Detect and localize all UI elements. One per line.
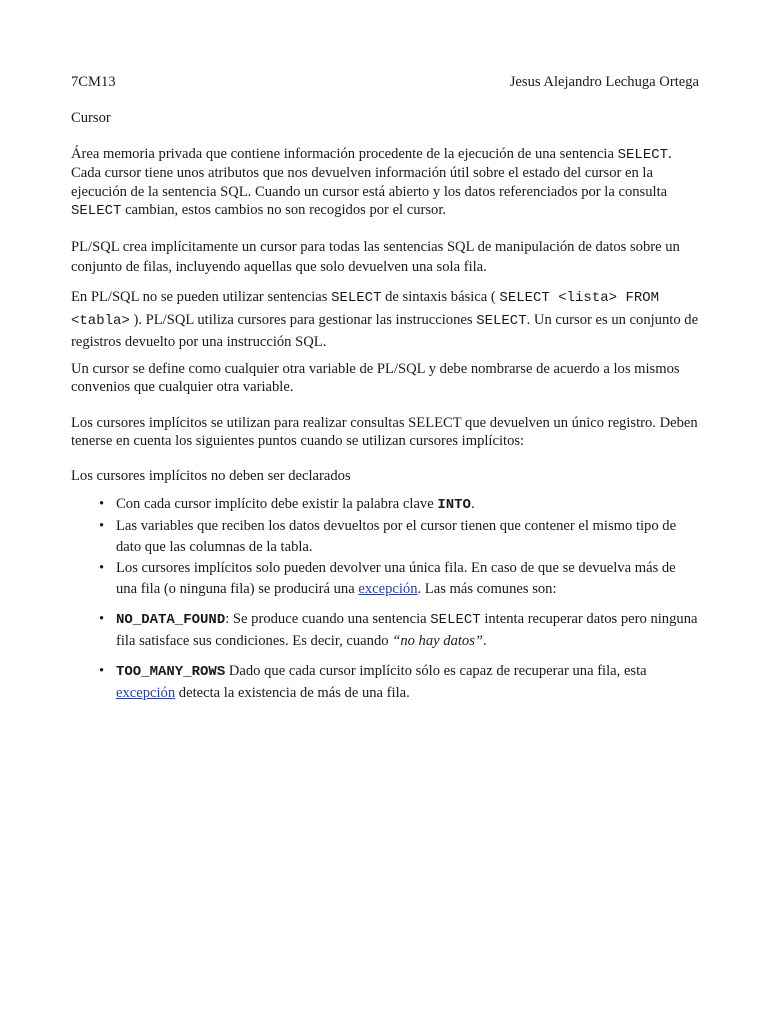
text-run: ). PL/SQL utiliza cursores para gestionar las instrucciones: [129, 311, 477, 328]
text-run: . Las más comunes son:: [417, 581, 557, 597]
list-item: [71, 494, 699, 516]
list-item: [71, 558, 699, 600]
code-no-data-found: NO_DATA_FOUND: [116, 612, 226, 628]
bullet-icon: •: [99, 611, 105, 627]
paragraph-definition: [71, 145, 699, 220]
code-select: SELECT: [71, 202, 122, 219]
paragraph-cursor-variable: Un cursor se define como cualquier otra variable de PL/SQL y debe nombrarse de acuerdo a los mismos convenios que cualquier otra variable.: [71, 361, 680, 396]
text-run: Área memoria privada que contiene información procedente de la ejecución de una sentencia: [71, 146, 618, 162]
bullet-icon: •: [99, 496, 105, 512]
paragraph-implicit-usage: Los cursores implícitos se utilizan para realizar consultas SELECT que devuelven un único registro. Deben tenerse en cuenta los siguientes puntos cuando se utilizan cursores implícitos:: [71, 415, 698, 450]
course-code: 7CM13: [71, 74, 116, 90]
text-run: .: [470, 496, 475, 512]
list-item: [71, 661, 699, 704]
paragraph-select-syntax: [71, 287, 699, 354]
bullet-icon: •: [99, 560, 105, 576]
author-name: Jesus Alejandro Lechuga Ortega: [509, 74, 699, 90]
code-too-many-rows: TOO_MANY_ROWS: [116, 664, 226, 680]
page-header: [71, 72, 699, 92]
code-select: SELECT: [617, 147, 669, 163]
code-select-lista-from-tabla: SELECT <lista> FROM <tabla>: [71, 290, 660, 329]
code-select: SELECT: [476, 312, 527, 329]
paragraph-implicit-creation: PL/SQL crea implícitamente un cursor para todas las sentencias SQL de manipulación de datos sobre un conjunto de filas, incluyendo aquellas que solo devuelven una sola fila.: [71, 239, 680, 275]
text-run: . Un cursor es un conjunto de registros devuelto por una instrucción SQL.: [71, 311, 699, 350]
paragraph-not-declared: Los cursores implícitos no deben ser declarados: [71, 468, 351, 484]
text-run: En PL/SQL no se pueden utilizar sentencias: [71, 289, 332, 305]
text-run: Las variables que reciben los datos devueltos por el cursor tienen que contener el mismo tipo de dato que las columnas de la tabla.: [116, 518, 677, 555]
link-excepcion[interactable]: excepción: [116, 685, 176, 701]
document-title: Cursor: [71, 110, 111, 126]
bullet-list: [71, 494, 699, 704]
text-run: cambian, estos cambios no son recogidos por el cursor.: [121, 201, 447, 218]
text-run: . Cada cursor tiene unos atributos que nos devuelven información útil sobre el estado del cursor en la ejecución de la sentencia SQL. Cuando un cursor está abierto y los datos referenciados por la consulta: [71, 146, 672, 200]
text-run: Dado que cada cursor implícito sólo es capaz de recuperar una fila, esta: [225, 663, 647, 679]
code-into: INTO: [437, 497, 471, 513]
bullet-icon: •: [99, 518, 105, 534]
text-run: : Se produce cuando una sentencia: [225, 611, 431, 627]
code-select: SELECT: [430, 612, 481, 628]
link-excepcion[interactable]: excepción: [358, 581, 418, 597]
list-item: [71, 609, 699, 652]
text-run: de sintaxis básica (: [381, 289, 500, 305]
text-run: detecta la existencia de más de una fila.: [175, 685, 410, 701]
list-item: [71, 516, 699, 558]
text-run: Los cursores implícitos solo pueden devolver una única fila. En caso de que se devuelva más de una fila (o ninguna fila) se producirá una: [116, 560, 676, 597]
bullet-icon: •: [99, 663, 105, 679]
emphasis-no-hay-datos: “no hay datos”: [392, 633, 484, 649]
text-run: Con cada cursor implícito debe existir la palabra clave: [116, 496, 438, 512]
code-select: SELECT: [331, 290, 382, 306]
text-run: .: [483, 633, 487, 649]
text-run: intenta recuperar datos pero ninguna fila satisface sus condiciones. Es decir, cuando: [116, 611, 698, 649]
